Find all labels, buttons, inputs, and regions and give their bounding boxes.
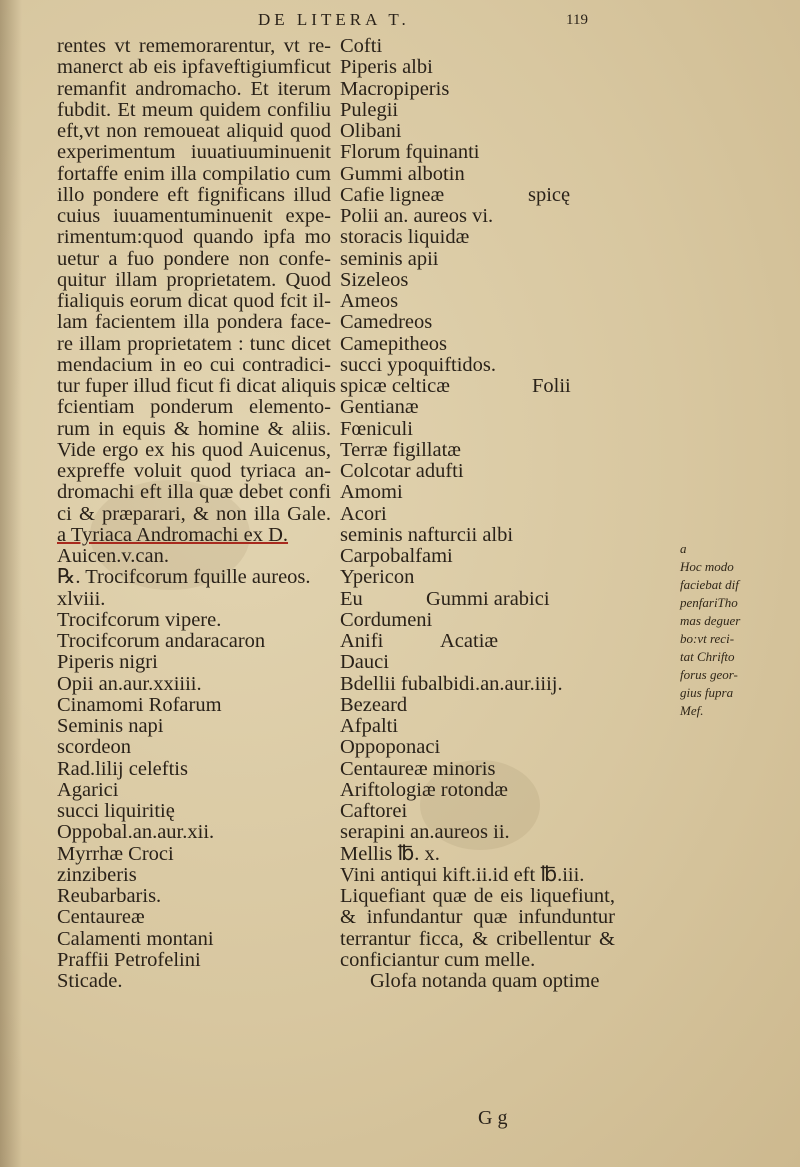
left-line: fortaffe enim illa compilatio cum (57, 162, 331, 185)
right-line (340, 185, 640, 206)
left-line: ci & præparari, & non illa Gale. (57, 502, 331, 525)
margin-note-line: gius fupra (680, 685, 734, 700)
left-line: lam facientem illa pondera face- (57, 311, 331, 334)
right-line (340, 759, 640, 780)
left-line: eft,vt non remoueat aliquid quod (57, 120, 331, 142)
right-line-text: & infundantur quæ infunduntur (340, 906, 615, 929)
left-line: manerct ab eis ipfaveftigiumficut (57, 56, 331, 79)
right-line (340, 716, 640, 737)
left-line: cuius iuuamentuminuenit expe- (57, 205, 331, 227)
left-line: Cinamomi Rofarum (57, 693, 222, 716)
left-line: rentes vt rememorarentur, vt re- (57, 35, 331, 57)
right-line-text: Macropiperis (340, 77, 450, 100)
right-line (340, 844, 640, 865)
left-line: xlviii. (57, 587, 106, 610)
right-line-text: Gummi albotin (340, 162, 465, 185)
left-line: succi liquiritię (57, 800, 175, 822)
right-line (340, 249, 640, 270)
right-line-text: Colcotar adufti (340, 460, 464, 482)
left-line: Trocifcorum andaracaron (57, 630, 266, 652)
left-column (57, 36, 337, 992)
left-line: Myrrhæ Croci (57, 842, 174, 865)
right-line (340, 652, 640, 673)
right-line-aside: spicę (528, 183, 571, 206)
right-line (340, 270, 640, 291)
right-line-text: Florum fquinanti (340, 141, 480, 164)
right-line-text: seminis nafturcii albi (340, 523, 514, 546)
right-line-text: Mellis ℔. x. (340, 842, 440, 865)
right-line (340, 822, 640, 843)
right-line-text: Ameos (340, 290, 399, 312)
left-line: Centaureæ (57, 906, 145, 929)
right-line (340, 695, 640, 716)
right-line-text: Terræ figillatæ (340, 438, 461, 461)
right-line-text: Carpobalfami (340, 545, 453, 567)
right-line-text: terrantur ficca, & cribellentur & (340, 927, 615, 950)
right-line-text: Dauci (340, 651, 389, 674)
left-line: Auicen.v.can. (57, 545, 169, 567)
right-line-text: Eu (340, 587, 363, 610)
left-line: fubdit. Et meum quidem confiliu (57, 98, 331, 121)
left-line: scordeon (57, 736, 132, 759)
right-line (340, 589, 640, 610)
left-line: fcientiam ponderum elemento- (57, 396, 331, 419)
right-line-aside: Folii (532, 375, 571, 397)
right-line-text: Amomi (340, 481, 403, 504)
left-line: experimentum iuuatiuuminuenit (57, 141, 331, 164)
right-line-text: conficiantur cum melle. (340, 948, 536, 971)
left-line: Rad.lilij celeftis (57, 757, 188, 780)
right-line (340, 100, 640, 121)
left-line: Piperis nigri (57, 651, 158, 674)
left-line: fialiquis eorum dicat quod fcit il- (57, 290, 331, 312)
left-line: uetur a fuo pondere non confe- (57, 247, 331, 270)
right-line-text: Camepitheos (340, 332, 448, 355)
margin-note-line: Mef. (680, 703, 704, 718)
right-line (340, 971, 640, 992)
left-line: rum in equis & homine & aliis. (57, 417, 331, 440)
right-line (340, 57, 640, 78)
margin-note-marker: a (680, 541, 687, 556)
right-line (340, 206, 640, 227)
right-line (340, 397, 640, 418)
right-line-text: Cofti (340, 35, 383, 57)
right-line (340, 865, 640, 886)
running-head: DE LITERA T. (258, 10, 410, 29)
right-line (340, 355, 640, 376)
right-line-text: Fœniculi (340, 417, 413, 440)
right-line-text: Caftorei (340, 800, 408, 822)
right-line-text: Piperis albi (340, 56, 433, 79)
margin-note-line: faciebat dif (680, 577, 739, 592)
page-number: 119 (566, 12, 588, 28)
right-line (340, 121, 640, 142)
right-line (340, 440, 640, 461)
right-line (340, 142, 640, 163)
left-line: Trocifcorum vipere. (57, 608, 222, 631)
right-line-text: Bezeard (340, 693, 408, 716)
left-line: remanfit andromacho. Et iterum (57, 77, 331, 100)
left-line: zinziberis (57, 863, 137, 886)
right-line (340, 737, 640, 758)
right-line-text: Centaureæ minoris (340, 757, 496, 780)
right-line-text: Cordumeni (340, 608, 433, 631)
right-line (340, 79, 640, 100)
left-line: Reubarbaris. (57, 885, 162, 907)
right-line (340, 780, 640, 801)
right-line-text: Oppoponaci (340, 736, 441, 759)
right-line (340, 907, 615, 928)
right-line (340, 36, 640, 57)
margin-note-line: penfariTho (680, 595, 738, 610)
right-line-text: storacis liquidæ (340, 226, 470, 249)
margin-note (680, 540, 792, 720)
right-line-text: Bdellii fubalbidi.an.aur.iiij. (340, 672, 563, 695)
right-line-text: Ypericon (340, 566, 415, 589)
right-line-text: succi ypoquiftidos. (340, 353, 497, 376)
right-line-text: Gentianæ (340, 396, 419, 419)
right-line (340, 334, 640, 355)
right-line (340, 419, 640, 440)
right-line (340, 482, 640, 503)
right-line (340, 610, 640, 631)
right-line-text: Cafie ligneæ (340, 183, 445, 206)
right-line (340, 546, 640, 567)
right-line-text: spicæ celticæ (340, 375, 450, 397)
right-line (340, 504, 640, 525)
left-line: Vide ergo ex his quod Auicenus, (57, 438, 331, 461)
right-line-text: Camedreos (340, 311, 433, 334)
left-line: rimentum:quod quando ipfa mo (57, 226, 331, 249)
left-line: Opii an.aur.xxiiii. (57, 672, 202, 695)
left-line: Sticade. (57, 970, 123, 992)
right-line (340, 801, 640, 822)
left-line: expreffe voluit quod tyriaca an- (57, 460, 331, 482)
right-line-text: Afpalti (340, 715, 399, 737)
right-line-text: Pulegii (340, 98, 399, 121)
right-line (340, 227, 640, 248)
right-line-text: Sizeleos (340, 268, 409, 291)
right-line-text: Anifi (340, 630, 384, 652)
right-line (340, 461, 640, 482)
left-line: re illam proprietatem : tunc dicet (57, 332, 331, 355)
left-line: Oppobal.an.aur.xii. (57, 821, 215, 844)
margin-note-line: Hoc modo (680, 559, 734, 574)
right-line (340, 674, 640, 695)
right-line-text: Polii an. aureos vi. (340, 205, 494, 227)
page-edge-shadow (0, 0, 22, 1167)
right-line (340, 525, 640, 546)
left-line: tur fuper illud ficut fi dicat aliquis (57, 375, 336, 397)
right-line (340, 886, 615, 907)
right-line-text: serapini an.aureos ii. (340, 821, 510, 844)
left-line: quitur illam proprietatem. Quod (57, 268, 331, 291)
margin-note-line: tat Chrifto (680, 649, 735, 664)
right-line-text: Glofa notanda quam optime (370, 970, 600, 992)
right-line-text: Olibani (340, 120, 402, 142)
right-line (340, 291, 640, 312)
right-line-text: Ariftologiæ rotondæ (340, 778, 508, 801)
right-line-aside: Gummi arabici (426, 587, 550, 610)
right-line (340, 950, 640, 971)
margin-note-line: mas deguer (680, 613, 741, 628)
margin-note-line: forus geor- (680, 667, 738, 682)
right-line (340, 376, 640, 397)
left-line: ℞. Trocifcorum fquille aureos. (57, 566, 311, 589)
right-column (340, 36, 640, 992)
left-line: dromachi eft illa quæ debet confi (57, 481, 331, 504)
right-line-text: Vini antiqui kift.ii.id eft ℔.iii. (340, 863, 585, 886)
right-line-text: Acori (340, 502, 387, 525)
right-line (340, 312, 640, 333)
left-line: Praffii Petrofelini (57, 948, 201, 971)
right-line-aside: Acatiæ (440, 630, 499, 652)
catchword: G g (478, 1107, 508, 1129)
left-line: illo pondere eft fignificans illud (57, 183, 331, 206)
left-line: a Tyriaca Andromachi ex D. (57, 523, 289, 546)
right-line-text: seminis apii (340, 247, 439, 270)
right-line (340, 164, 640, 185)
right-line (340, 929, 615, 950)
page-header (0, 8, 800, 38)
left-line: Calamenti montani (57, 927, 214, 950)
margin-note-line: bo:vt reci- (680, 631, 735, 646)
right-line (340, 631, 640, 652)
right-line-text: Liquefiant quæ de eis liquefiunt, (340, 885, 615, 907)
right-line (340, 567, 640, 588)
left-line: Seminis napi (57, 715, 164, 737)
left-line: Agarici (57, 778, 119, 801)
left-line: mendacium in eo cui contradici- (57, 353, 331, 376)
